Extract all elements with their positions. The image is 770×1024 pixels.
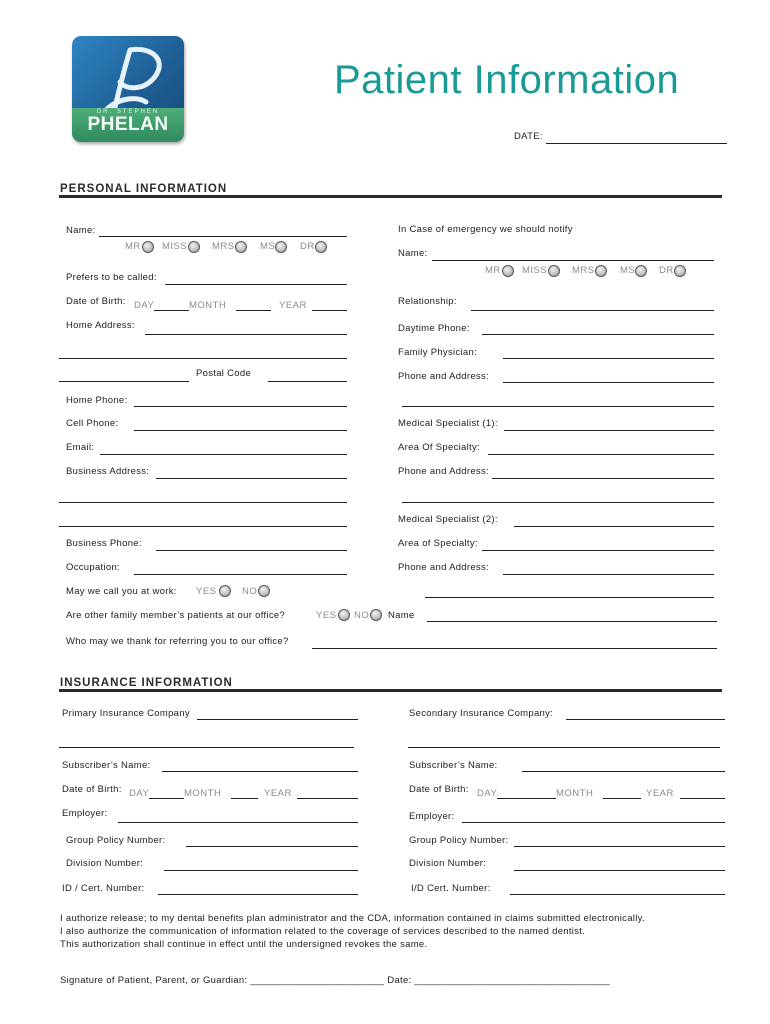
em-salutation-mr: MR [485,265,501,276]
insurance-section-rule [59,689,722,692]
em-radio-miss[interactable] [548,265,560,277]
call-at-work-yes-radio[interactable] [219,585,231,597]
specialist2-phone-address-field[interactable] [503,574,714,575]
home-phone-field[interactable] [134,406,347,407]
area-specialty1-field[interactable] [488,454,714,455]
secondary-subscriber-field[interactable] [522,771,725,772]
salutation-mrs: MRS [212,241,235,252]
dob-year-field[interactable] [312,310,347,311]
secondary-dob-year-label: YEAR [646,788,674,799]
insurance-section-heading: INSURANCE INFORMATION [60,677,233,689]
secondary-subscriber-label: Subscriber’s Name: [409,760,498,771]
emergency-name-field[interactable] [432,260,714,261]
primary-id-cert-field[interactable] [158,894,358,895]
primary-insurance-label: Primary Insurance Company [62,708,190,719]
salutation-mr: MR [125,241,141,252]
cell-phone-label: Cell Phone: [66,418,119,429]
area-specialty1-label: Area Of Specialty: [398,442,480,453]
email-label: Email: [66,442,95,453]
primary-dob-year-field[interactable] [297,798,358,799]
postal-code-label: Postal Code [196,368,252,379]
authorization-line-3: This authorization shall continue in effect until the undersigned revokes the same. [60,939,428,950]
secondary-dob-year-field[interactable] [680,798,725,799]
prefers-label: Prefers to be called: [66,272,157,283]
primary-id-cert-label: ID / Cert. Number: [62,883,145,894]
referral-field[interactable] [312,648,717,649]
relationship-label: Relationship: [398,296,457,307]
dob-day-field[interactable] [154,310,189,311]
primary-subscriber-field[interactable] [162,771,358,772]
prefers-field[interactable] [165,284,347,285]
secondary-dob-month-label: MONTH [556,788,594,799]
family-physician-label: Family Physician: [398,347,478,358]
postal-code-field[interactable] [268,381,347,382]
date-field[interactable] [546,143,727,144]
home-address-label: Home Address: [66,320,135,331]
specialist2-label: Medical Specialist (2): [398,514,498,525]
em-salutation-miss: MISS [522,265,548,276]
radio-mr[interactable] [142,241,154,253]
specialist1-phone-address-field[interactable] [492,478,714,479]
family-no-radio[interactable] [370,609,382,621]
primary-insurance-field[interactable] [197,719,358,720]
name-field[interactable] [99,236,347,237]
em-salutation-dr: DR [659,265,674,276]
daytime-phone-label: Daytime Phone: [398,323,470,334]
date-label: DATE: [514,131,543,142]
emergency-name-label: Name: [398,248,428,259]
business-address-field[interactable] [156,478,347,479]
call-at-work-no-radio[interactable] [258,585,270,597]
home-address-line2[interactable] [59,358,347,359]
personal-section-heading: PERSONAL INFORMATION [60,183,228,195]
occupation-label: Occupation: [66,562,120,573]
business-address-label: Business Address: [66,466,150,477]
occupation-field[interactable] [134,574,347,575]
radio-miss[interactable] [188,241,200,253]
primary-dob-day-field[interactable] [149,798,184,799]
em-radio-mrs[interactable] [595,265,607,277]
em-salutation-mrs: MRS [572,265,595,276]
secondary-employer-field[interactable] [462,822,725,823]
secondary-id-cert-label: I/D Cert. Number: [411,883,491,894]
secondary-id-cert-field[interactable] [510,894,725,895]
specialist2-field[interactable] [514,526,714,527]
relationship-field[interactable] [471,310,714,311]
secondary-dob-day-field[interactable] [497,798,556,799]
secondary-division-label: Division Number: [409,858,487,869]
referral-label: Who may we thank for referring you to our office? [66,636,289,647]
primary-employer-field[interactable] [118,822,358,823]
dob-day-label: DAY [134,300,155,311]
primary-division-field[interactable] [164,870,358,871]
family-patients-label: Are other family member’s patients at our office? [66,610,286,621]
family-physician-field[interactable] [503,358,714,359]
secondary-dob-day-label: DAY [477,788,498,799]
signature-line[interactable]: Signature of Patient, Parent, or Guardian: ________________________ Date: ___________________________________ [60,975,610,986]
specialist1-phone-address-label: Phone and Address: [398,466,489,477]
physician-phone-address-line2[interactable] [402,406,714,407]
em-radio-dr[interactable] [674,265,686,277]
secondary-employer-label: Employer: [409,811,455,822]
secondary-insurance-label: Secondary Insurance Company: [409,708,554,719]
secondary-group-policy-field[interactable] [514,846,725,847]
specialist1-field[interactable] [504,430,714,431]
area-specialty2-label: Area of Specialty: [398,538,478,549]
family-name-field[interactable] [427,621,717,622]
secondary-dob-month-field[interactable] [603,798,641,799]
em-radio-mr[interactable] [502,265,514,277]
radio-ms[interactable] [275,241,287,253]
primary-division-label: Division Number: [66,858,144,869]
primary-group-policy-field[interactable] [186,846,358,847]
authorization-line-2: I also authorize the communication of information related to the coverage of services described to the named dentist. [60,926,586,937]
primary-dob-month-field[interactable] [231,798,258,799]
call-at-work-label: May we call you at work: [66,586,177,597]
section-rule [59,195,722,198]
specialist1-phone-address-line2[interactable] [402,502,714,503]
specialist2-phone-address-line2[interactable] [425,597,714,598]
area-specialty2-field[interactable] [482,550,714,551]
practice-logo [72,36,184,142]
salutation-dr: DR [300,241,315,252]
dob-month-label: MONTH [189,300,227,311]
home-address-field[interactable] [145,334,347,335]
primary-dob-day-label: DAY [129,788,150,799]
business-address-line3[interactable] [59,526,347,527]
specialist2-phone-address-label: Phone and Address: [398,562,489,573]
business-phone-field[interactable] [156,550,347,551]
secondary-dob-label: Date of Birth: [409,784,469,795]
family-name-label: Name [388,610,415,621]
radio-dr[interactable] [315,241,327,253]
primary-employer-label: Employer: [62,808,108,819]
primary-dob-month-label: MONTH [184,788,222,799]
family-yes-label: YES [316,610,337,621]
primary-insurance-line2[interactable] [59,747,354,748]
call-at-work-yes-label: YES [196,586,217,597]
dob-month-field[interactable] [236,310,271,311]
physician-phone-address-field[interactable] [503,382,714,383]
secondary-insurance-field[interactable] [566,719,725,720]
logo-text: PHELAN [87,114,169,135]
home-phone-label: Home Phone: [66,395,128,406]
specialist1-label: Medical Specialist (1): [398,418,498,429]
salutation-miss: MISS [162,241,188,252]
email-field[interactable] [100,454,347,455]
daytime-phone-field[interactable] [482,334,714,335]
name-label: Name: [66,225,96,236]
business-phone-label: Business Phone: [66,538,142,549]
secondary-insurance-line2[interactable] [408,747,720,748]
family-no-label: NO [354,610,370,621]
emergency-notify-label: In Case of emergency we should notify [398,224,573,235]
secondary-group-policy-label: Group Policy Number: [409,835,509,846]
secondary-division-field[interactable] [514,870,725,871]
primary-dob-year-label: YEAR [264,788,292,799]
home-address-line3[interactable] [59,381,189,382]
primary-subscriber-label: Subscriber’s Name: [62,760,151,771]
primary-group-policy-label: Group Policy Number: [66,835,166,846]
physician-phone-address-label: Phone and Address: [398,371,489,382]
business-address-line2[interactable] [59,502,347,503]
salutation-ms: MS [260,241,276,252]
call-at-work-no-label: NO [242,586,258,597]
em-salutation-ms: MS [620,265,636,276]
logo-subtext: DR. STEPHEN [96,109,160,115]
radio-mrs[interactable] [235,241,247,253]
primary-dob-label: Date of Birth: [62,784,122,795]
cell-phone-field[interactable] [134,430,347,431]
page-title: Patient Information [334,58,680,102]
em-radio-ms[interactable] [635,265,647,277]
dob-label: Date of Birth: [66,296,126,307]
dob-year-label: YEAR [279,300,307,311]
family-yes-radio[interactable] [338,609,350,621]
authorization-line-1: I authorize release; to my dental benefits plan administrator and the CDA, information contained in claims submitted electronically. [60,913,645,924]
